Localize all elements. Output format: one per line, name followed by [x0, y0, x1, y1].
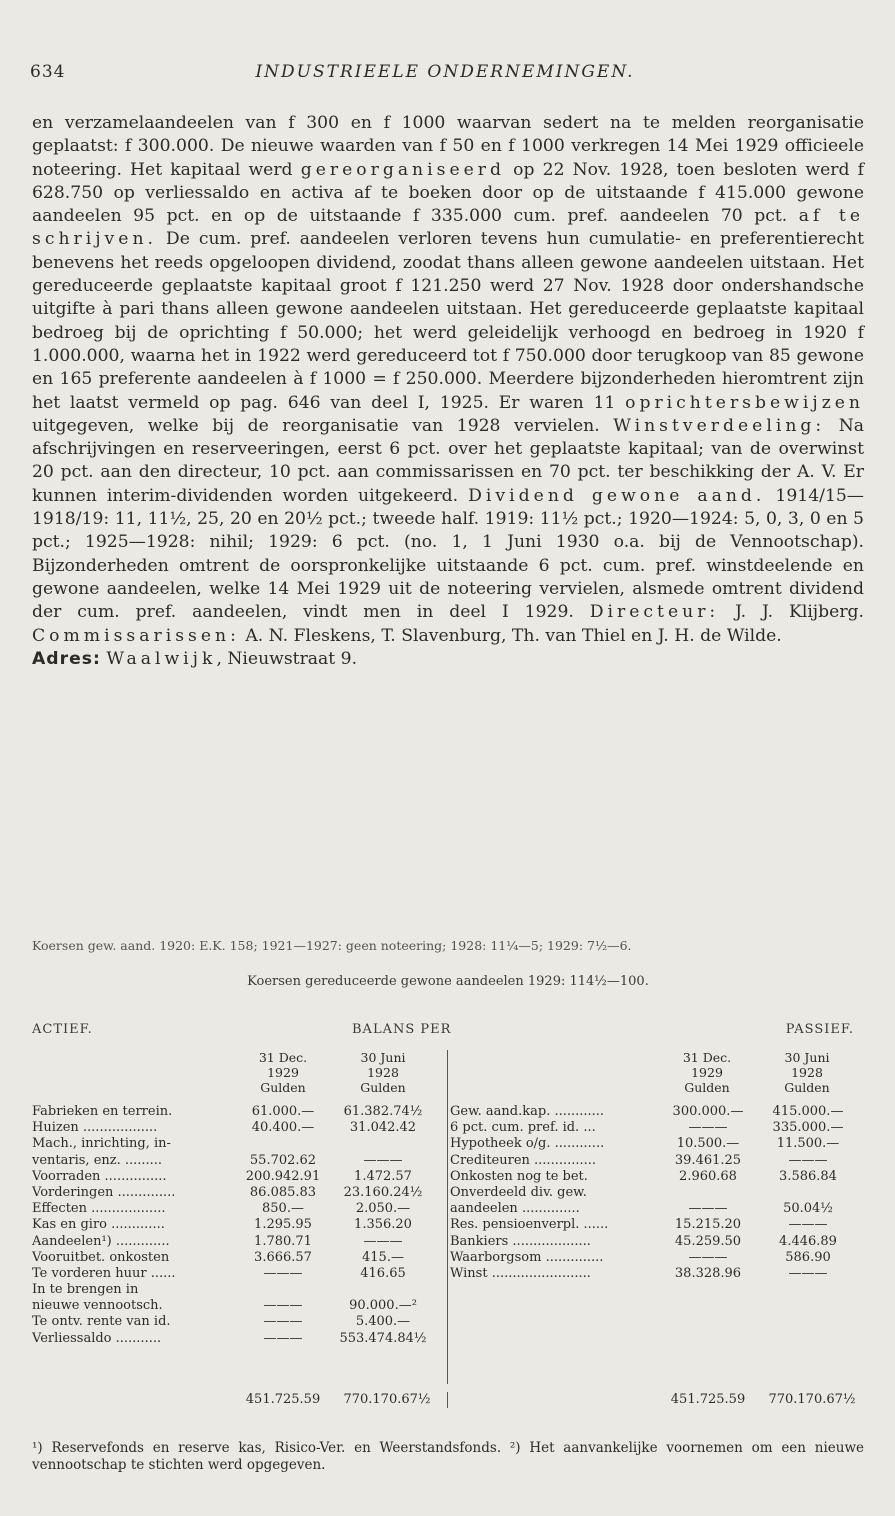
actief-value-a-row: 55.702.62: [249, 1152, 317, 1168]
spaced-term: gereorganiseerd: [300, 159, 506, 180]
spaced-term: oprichtersbewijzen: [625, 392, 864, 413]
passief-value-b-row: 415.000.—: [772, 1104, 844, 1119]
passief-value-a-row: 15.215.20: [674, 1217, 742, 1233]
company-text: [32, 112, 864, 671]
actief-label-row: Vorderingen ..............: [32, 1184, 176, 1200]
passief-value-a-row: [662, 1185, 754, 1201]
passief-value-b-row: 335.000.—: [772, 1120, 844, 1136]
page-number: 634: [30, 62, 66, 82]
footnote-text: ¹) Reservefonds en reserve kas, Risico-Ver. en Weerstandsfonds. ²) Het aanvankelijke voornemen om een nieuwe vennootschap te stichten werd opgegeven.: [32, 1440, 864, 1473]
passief-value-b-row: ———: [788, 1265, 828, 1281]
actief-value-b-row: 415.—: [362, 1249, 404, 1265]
passief-label-row: Onverdeeld div. gew.: [450, 1184, 587, 1200]
actief-col-head-a: [238, 1050, 328, 1095]
passief-value-b-row: 4.446.89: [779, 1233, 837, 1249]
actief-value-b-row: 23.160.24½: [343, 1184, 423, 1200]
passief-total-b: 770.170.67½: [768, 1392, 856, 1407]
actief-value-b-row: ———: [363, 1152, 403, 1168]
actief-value-b-row: 2.050.—: [355, 1201, 411, 1217]
spaced-term: af te schrijven.: [32, 206, 865, 250]
text-run: en verzamelaandeelen van f 300 en f 1000 waarvan sedert na te melden reorganisatie geplaatst: f 300.000. De nieuwe waarden van f 50 en f 1000 verkregen 14 Mei 1929 officieele noteering. Het kapitaal werd: [32, 113, 864, 180]
section-label-winstverdeeling: Winstverdeeling:: [613, 415, 826, 436]
table-divider: [447, 1050, 448, 1384]
actief-label-row: Effecten ..................: [32, 1201, 166, 1217]
passief-label-row: Crediteuren ...............: [450, 1152, 597, 1168]
actief-label-row: Vooruitbet. onkosten: [32, 1249, 170, 1265]
text-run: A. N. Fleskens, T. Slavenburg, Th. van Thiel en J. H. de Wilde.: [239, 625, 782, 646]
running-title: INDUSTRIEELE ONDERNEMINGEN.: [255, 62, 635, 82]
actief-value-b-row: 61.382.74½: [343, 1104, 423, 1119]
table-divider: [447, 1392, 448, 1408]
passief-label-row: Hypotheek o/g. ............: [450, 1136, 605, 1152]
actief-value-b-row: 1.472.57: [354, 1168, 412, 1184]
section-label-directeur: Directeur:: [589, 602, 720, 623]
passief-value-a-row: ———: [688, 1249, 728, 1265]
passief-labels: [450, 1104, 662, 1282]
col-head-line: Gulden: [784, 1080, 830, 1095]
passief-value-b-row: 11.500.—: [776, 1136, 840, 1152]
actief-value-b-row: 1.356.20: [354, 1217, 412, 1233]
actief-label-row: Te vorderen huur ......: [32, 1265, 176, 1281]
passief-value-a-row: 10.500.—: [676, 1136, 740, 1152]
passief-label-row: Waarborgsom ..............: [450, 1249, 604, 1265]
actief-label-row: Te ontv. rente van id.: [32, 1314, 171, 1330]
koersen-line-1: Koersen gew. aand. 1920: E.K. 158; 1921—1927: geen noteering; 1928: 11¼—5; 1929: 7½—6.: [32, 938, 632, 953]
actief-label: ACTIEF.: [32, 1022, 93, 1037]
balance-sheet: [32, 1022, 864, 1422]
address-label: Adres:: [32, 648, 101, 669]
footnotes: [32, 1440, 864, 1474]
actief-label-row: ventaris, enz. .........: [32, 1152, 163, 1168]
section-label-dividend: Dividend gewone aand.: [468, 485, 766, 506]
passief-value-b-row: 3.586.84: [779, 1168, 837, 1184]
koersen-line-2: Koersen gereduceerde gewone aandeelen 1929: 114½—100.: [247, 974, 649, 989]
actief-value-a-row: 3.666.57: [254, 1249, 312, 1265]
actief-label-row: Huizen ..................: [32, 1120, 158, 1136]
actief-value-b-row: [337, 1282, 429, 1298]
actief-label-row: Aandeelen¹) .............: [32, 1233, 170, 1249]
paragraph: [32, 112, 864, 648]
passief-values-b: [762, 1104, 854, 1282]
actief-values-a: [237, 1104, 329, 1347]
page-header: [30, 62, 860, 92]
col-head-line: 1929: [691, 1065, 723, 1080]
passief-label-row: Onkosten nog te bet.: [450, 1168, 588, 1184]
passief-value-a-row: 2.960.68: [679, 1168, 737, 1184]
actief-label-row: Voorraden ...............: [32, 1168, 167, 1184]
passief-value-a-row: 39.461.25: [674, 1152, 742, 1168]
passief-value-a-row: ———: [688, 1120, 728, 1136]
balance-title: BALANS PER: [352, 1022, 452, 1037]
col-head-line: 30 Juni: [784, 1050, 830, 1065]
actief-value-a-row: 1.295.95: [254, 1217, 312, 1233]
passief-value-a-row: 300.000.—: [672, 1104, 744, 1119]
actief-value-a-row: 86.085.83: [249, 1184, 317, 1200]
col-head-line: 1929: [267, 1065, 299, 1080]
passief-values-a: [662, 1104, 754, 1282]
text-run: J. J. Klijberg.: [719, 602, 864, 623]
col-head-line: Gulden: [684, 1080, 730, 1095]
actief-label-row: Verliessaldo ...........: [32, 1330, 162, 1346]
actief-label-row: In te brengen in: [32, 1282, 139, 1298]
actief-value-a-row: ———: [263, 1314, 303, 1330]
text-run: uitgegeven, welke bij de reorganisatie van 1928 vervielen.: [32, 415, 614, 436]
actief-value-a-row: [237, 1136, 329, 1152]
actief-value-b-row: 90.000.—²: [349, 1298, 417, 1314]
actief-value-b-row: 416.65: [360, 1265, 406, 1281]
actief-label-row: Mach., inrichting, in-: [32, 1136, 171, 1152]
passief-label-row: Res. pensioenverpl. ......: [450, 1217, 609, 1233]
actief-label-row: nieuwe vennootsch.: [32, 1298, 163, 1314]
passief-value-b-row: 50.04½: [783, 1201, 833, 1217]
actief-col-head-b: [338, 1050, 428, 1095]
col-head-line: Gulden: [260, 1080, 306, 1095]
actief-value-a-row: ———: [263, 1265, 303, 1281]
passief-value-b-row: 586.90: [785, 1249, 831, 1265]
actief-value-a-row: 40.400.—: [251, 1120, 315, 1136]
text-run: Na afschrijvingen en reserveeringen, eerst 6 pct. over het geplaatste kapitaal; van de overwinst 20 pct. aan den directeur, 10 pct. aan commissarissen en 70 pct. ter beschikking der A. V. Er kunnen interim-dividenden worden uitgekeerd.: [32, 415, 864, 506]
actief-total-b: 770.170.67½: [343, 1392, 431, 1407]
actief-labels: [32, 1104, 244, 1347]
col-head-line: 30 Juni: [360, 1050, 406, 1065]
address: [32, 648, 864, 671]
passief-label-row: Bankiers ...................: [450, 1233, 591, 1249]
passief-value-a-row: 45.259.50: [674, 1233, 742, 1249]
actief-value-b-row: 31.042.42: [349, 1120, 417, 1136]
actief-label-row: Kas en giro .............: [32, 1217, 165, 1233]
actief-value-b-row: 553.474.84½: [339, 1330, 427, 1346]
passief-col-head-a: [662, 1050, 752, 1095]
actief-value-a-row: 61.000.—: [251, 1104, 315, 1119]
actief-value-a-row: ———: [263, 1330, 303, 1346]
address-city: Waalwijk: [106, 648, 217, 669]
passief-value-a-row: ———: [688, 1201, 728, 1217]
passief-total-a: 451.725.59: [670, 1392, 746, 1407]
col-head-line: 1928: [791, 1065, 823, 1080]
text-run: 1914/15—1918/19: 11, 11½, 25, 20 en 20½ pct.; tweede half. 1919: 11½ pct.; 1920—1924: 5, 0, 3, 0 en 5 pct.; 1925—1928: nihil; 1929: 6 pct. (no. 1, 1 Juni 1930 o.a. bij de Vennootschap). Bijzonderheden omtrent de oorspronkelijke uitstaande 6 pct. cum. pref. winstdeelende en gewone aandeelen, welke 14 Mei 1929 uit de noteering vervielen, alsmede omtrent dividend der cum. pref. aandeelen, vindt men in deel I 1929.: [32, 485, 864, 623]
actief-value-a-row: 1.780.71: [254, 1233, 312, 1249]
actief-value-b-row: ———: [363, 1233, 403, 1249]
col-head-line: 31 Dec.: [258, 1050, 308, 1065]
passief-value-a-row: 38.328.96: [674, 1265, 742, 1281]
passief-value-b-row: ———: [788, 1217, 828, 1233]
actief-value-a-row: ———: [263, 1298, 303, 1314]
address-street: , Nieuwstraat 9.: [216, 648, 358, 669]
actief-total-a: 451.725.59: [245, 1392, 321, 1407]
passief-label: PASSIEF.: [785, 1022, 854, 1037]
col-head-line: Gulden: [360, 1080, 406, 1095]
passief-col-head-b: [762, 1050, 852, 1095]
text-run: op 22 Nov. 1928, toen besloten werd f 628.750 op verliessaldo en activa af te boeken door op de uitstaande f 415.000 gewone aandeelen 95 pct. en op de uitstaande f 335.000 cum. pref. aandeelen 70 pct.: [32, 159, 864, 227]
text-run: De cum. pref. aandeelen verloren tevens hun cumulatie- en preferentierecht benevens het reeds opgeloopen dividend, zoodat thans alleen gewone aandeelen uitstaan. Het gereduceerde geplaatste kapitaal groot f 121.250 werd 27 Nov. 1928 door ondershandsche uitgifte à pari thans alleen gewone aandeelen uitstaan. Het gereduceerde geplaatste kapitaal bedroeg bij de oprichting f 50.000; het werd geleidelijk verhoogd en bedroeg in 1920 f 1.000.000, waarna het in 1922 werd gereduceerd tot f 750.000 door terugkoop van 85 gewone en 165 preferente aandeelen à f 1000 = f 250.000. Meerdere bijzonderheden hieromtrent zijn het laatst vermeld op pag. 646 van deel I, 1925. Er waren 11: [32, 229, 864, 413]
actief-label-row: Fabrieken en terrein.: [32, 1104, 173, 1119]
passief-label-row: aandeelen ..............: [450, 1201, 580, 1217]
section-label-commissarissen: Commissarissen:: [32, 625, 240, 646]
col-head-line: 31 Dec.: [682, 1050, 732, 1065]
passief-value-b-row: ———: [788, 1152, 828, 1168]
actief-value-a-row: [237, 1282, 329, 1298]
actief-value-a-row: 850.—: [262, 1201, 304, 1217]
passief-value-b-row: [762, 1185, 854, 1201]
passief-label-row: Gew. aand.kap. ............: [450, 1104, 605, 1119]
actief-values-b: [337, 1104, 429, 1347]
actief-value-a-row: 200.942.91: [245, 1168, 321, 1184]
col-head-line: 1928: [367, 1065, 399, 1080]
passief-label-row: 6 pct. cum. pref. id. ...: [450, 1120, 596, 1136]
passief-label-row: Winst ........................: [450, 1265, 591, 1281]
actief-value-b-row: [337, 1136, 429, 1152]
actief-value-b-row: 5.400.—: [355, 1314, 411, 1330]
